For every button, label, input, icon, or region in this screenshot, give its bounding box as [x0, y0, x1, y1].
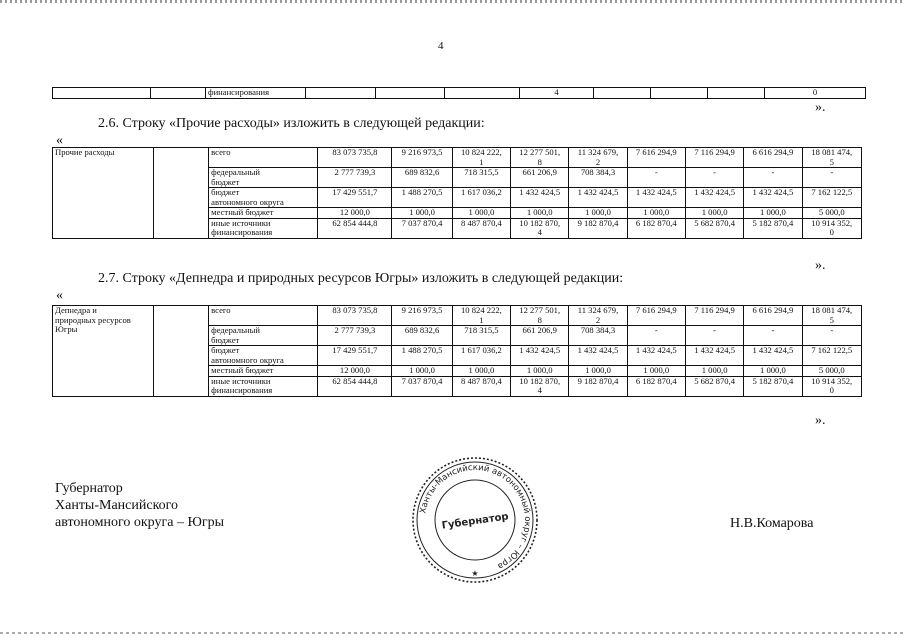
opening-quote: « — [56, 133, 63, 148]
value-cell: 9 182 870,4 — [569, 376, 627, 396]
value-cell: 10 182 870, 4 — [511, 218, 569, 238]
cell — [151, 88, 206, 99]
value-cell: 1 000,0 — [452, 366, 510, 377]
depnedra-table — [52, 305, 862, 397]
page-number: 4 — [438, 40, 444, 52]
value-cell: 11 324 679, 2 — [569, 306, 627, 326]
value-cell: 12 277 501, 8 — [511, 148, 569, 168]
value-cell: 2 777 739,3 — [318, 168, 392, 188]
section-heading: 2.7. Строку «Депнедра и природных ресурсов Югры» изложить в следующей редакции: — [98, 271, 624, 286]
fragment-label: финансирования — [206, 88, 306, 99]
value-cell: - — [802, 326, 861, 346]
value-cell: 1 432 424,5 — [511, 188, 569, 208]
value-cell: 5 000,0 — [802, 208, 861, 219]
previous-table-fragment — [52, 87, 866, 99]
value-cell: 6 616 294,9 — [744, 148, 802, 168]
value-cell: 17 429 551,7 — [318, 188, 392, 208]
value-cell: - — [802, 168, 861, 188]
value-cell: - — [744, 326, 802, 346]
title-line: Губернатор — [55, 481, 123, 496]
cell — [445, 88, 520, 99]
value-cell: 1 617 036,2 — [452, 188, 510, 208]
value-cell: 1 432 424,5 — [627, 188, 685, 208]
closing-quote: ». — [815, 413, 826, 428]
expenses-table — [52, 147, 862, 239]
cell — [306, 88, 376, 99]
value-cell: 1 432 424,5 — [569, 188, 627, 208]
row-label: иные источники финансирования — [209, 218, 318, 238]
table-row — [53, 306, 862, 326]
value-cell: 8 487 870,4 — [452, 218, 510, 238]
value-cell: 10 914 352, 0 — [802, 376, 861, 396]
closing-quote: ». — [815, 258, 826, 273]
value-cell: 718 315,5 — [452, 326, 510, 346]
title-line: автономного округа – Югры — [55, 515, 224, 530]
stamp-ring-text: Ханты-Мансийский автономный округ – Югра — [418, 462, 533, 572]
value-cell: 661 206,9 — [511, 326, 569, 346]
value-cell: 9 182 870,4 — [569, 218, 627, 238]
row-group-name: Прочие расходы — [53, 148, 154, 239]
value-cell: 83 073 735,8 — [318, 306, 392, 326]
value-cell: 10 824 222, 1 — [452, 306, 510, 326]
value-cell: 9 216 973,5 — [392, 306, 452, 326]
value-cell: 718 315,5 — [452, 168, 510, 188]
cell — [651, 88, 708, 99]
value-cell: 708 384,3 — [569, 168, 627, 188]
value-cell: 7 616 294,9 — [627, 306, 685, 326]
value-cell: 7 162 122,5 — [802, 346, 861, 366]
value-cell: - — [685, 326, 743, 346]
value-cell: 7 616 294,9 — [627, 148, 685, 168]
row-label: местный бюджет — [209, 208, 318, 219]
value-cell: 7 162 122,5 — [802, 188, 861, 208]
value-cell: 17 429 551,7 — [318, 346, 392, 366]
row-label: местный бюджет — [209, 366, 318, 377]
value-cell: 7 116 294,9 — [685, 306, 743, 326]
row-label: всего — [209, 148, 318, 168]
signatory-name: Н.В.Комарова — [730, 516, 814, 531]
value-cell: 1 000,0 — [452, 208, 510, 219]
value-cell: 1 432 424,5 — [744, 188, 802, 208]
value-cell: 11 324 679, 2 — [569, 148, 627, 168]
value-cell: 1 000,0 — [685, 208, 743, 219]
value-cell: 1 000,0 — [685, 366, 743, 377]
value-cell: - — [627, 326, 685, 346]
value-cell: 1 432 424,5 — [685, 346, 743, 366]
section-heading: 2.6. Строку «Прочие расходы» изложить в следующей редакции: — [98, 116, 485, 131]
value-cell: 6 182 870,4 — [627, 218, 685, 238]
value-cell: 1 000,0 — [744, 366, 802, 377]
value-cell: 5 682 870,4 — [685, 218, 743, 238]
value-cell: 7 037 870,4 — [392, 218, 452, 238]
value-cell: 1 000,0 — [392, 208, 452, 219]
value-cell: 6 182 870,4 — [627, 376, 685, 396]
value-cell: - — [627, 168, 685, 188]
value-cell: 1 488 270,5 — [392, 188, 452, 208]
value-cell: 2 777 739,3 — [318, 326, 392, 346]
value-cell: 1 432 424,5 — [744, 346, 802, 366]
stamp-star-icon: ★ — [471, 569, 479, 578]
value-cell: 5 182 870,4 — [744, 218, 802, 238]
empty-cell — [153, 306, 208, 397]
value-cell: 12 000,0 — [318, 208, 392, 219]
row-label: федеральный бюджет — [209, 326, 318, 346]
value-cell: 8 487 870,4 — [452, 376, 510, 396]
official-stamp — [410, 456, 540, 584]
value-cell: 10 824 222, 1 — [452, 148, 510, 168]
value-cell: 62 854 444,8 — [318, 218, 392, 238]
value-cell: 6 616 294,9 — [744, 306, 802, 326]
value-cell: 1 488 270,5 — [392, 346, 452, 366]
value-cell: 5 682 870,4 — [685, 376, 743, 396]
value-cell: 1 000,0 — [744, 208, 802, 219]
cell — [53, 88, 151, 99]
value-cell: 5 000,0 — [802, 366, 861, 377]
cell — [594, 88, 651, 99]
value-cell: 12 000,0 — [318, 366, 392, 377]
fragment-value: 0 — [765, 88, 866, 99]
opening-quote: « — [56, 288, 63, 303]
governor-title — [55, 480, 224, 531]
value-cell: 1 000,0 — [569, 366, 627, 377]
value-cell: 1 000,0 — [569, 208, 627, 219]
empty-cell — [153, 148, 208, 239]
table-row — [53, 148, 862, 168]
value-cell: 708 384,3 — [569, 326, 627, 346]
value-cell: 62 854 444,8 — [318, 376, 392, 396]
value-cell: 7 116 294,9 — [685, 148, 743, 168]
value-cell: 689 832,6 — [392, 326, 452, 346]
value-cell: 1 432 424,5 — [511, 346, 569, 366]
row-label: федеральный бюджет — [209, 168, 318, 188]
value-cell: 9 216 973,5 — [392, 148, 452, 168]
value-cell: 1 432 424,5 — [627, 346, 685, 366]
fragment-value: 4 — [520, 88, 594, 99]
value-cell: - — [685, 168, 743, 188]
value-cell: 12 277 501, 8 — [511, 306, 569, 326]
cell — [376, 88, 445, 99]
value-cell: - — [744, 168, 802, 188]
value-cell: 18 081 474, 5 — [802, 148, 861, 168]
title-line: Ханты-Мансийского — [55, 498, 179, 513]
row-label: иные источники финансирования — [209, 376, 318, 396]
row-label: всего — [209, 306, 318, 326]
value-cell: 1 000,0 — [627, 366, 685, 377]
value-cell: 1 617 036,2 — [452, 346, 510, 366]
value-cell: 10 914 352, 0 — [802, 218, 861, 238]
value-cell: 689 832,6 — [392, 168, 452, 188]
value-cell: 1 000,0 — [627, 208, 685, 219]
stamp-center-text: Губернатор — [441, 511, 510, 532]
value-cell: 7 037 870,4 — [392, 376, 452, 396]
row-label: бюджет автономного округа — [209, 188, 318, 208]
value-cell: 1 000,0 — [511, 208, 569, 219]
value-cell: 5 182 870,4 — [744, 376, 802, 396]
closing-quote: ». — [815, 100, 826, 115]
value-cell: 1 000,0 — [392, 366, 452, 377]
scan-bottom-edge — [0, 632, 905, 634]
row-label: бюджет автономного округа — [209, 346, 318, 366]
value-cell: 18 081 474, 5 — [802, 306, 861, 326]
value-cell: 1 432 424,5 — [685, 188, 743, 208]
value-cell: 1 432 424,5 — [569, 346, 627, 366]
value-cell: 1 000,0 — [511, 366, 569, 377]
value-cell: 83 073 735,8 — [318, 148, 392, 168]
scan-top-edge — [0, 0, 905, 3]
value-cell: 10 182 870, 4 — [511, 376, 569, 396]
cell — [708, 88, 765, 99]
row-group-name: Депнедра и природных ресурсов Югры — [53, 306, 154, 397]
value-cell: 661 206,9 — [511, 168, 569, 188]
